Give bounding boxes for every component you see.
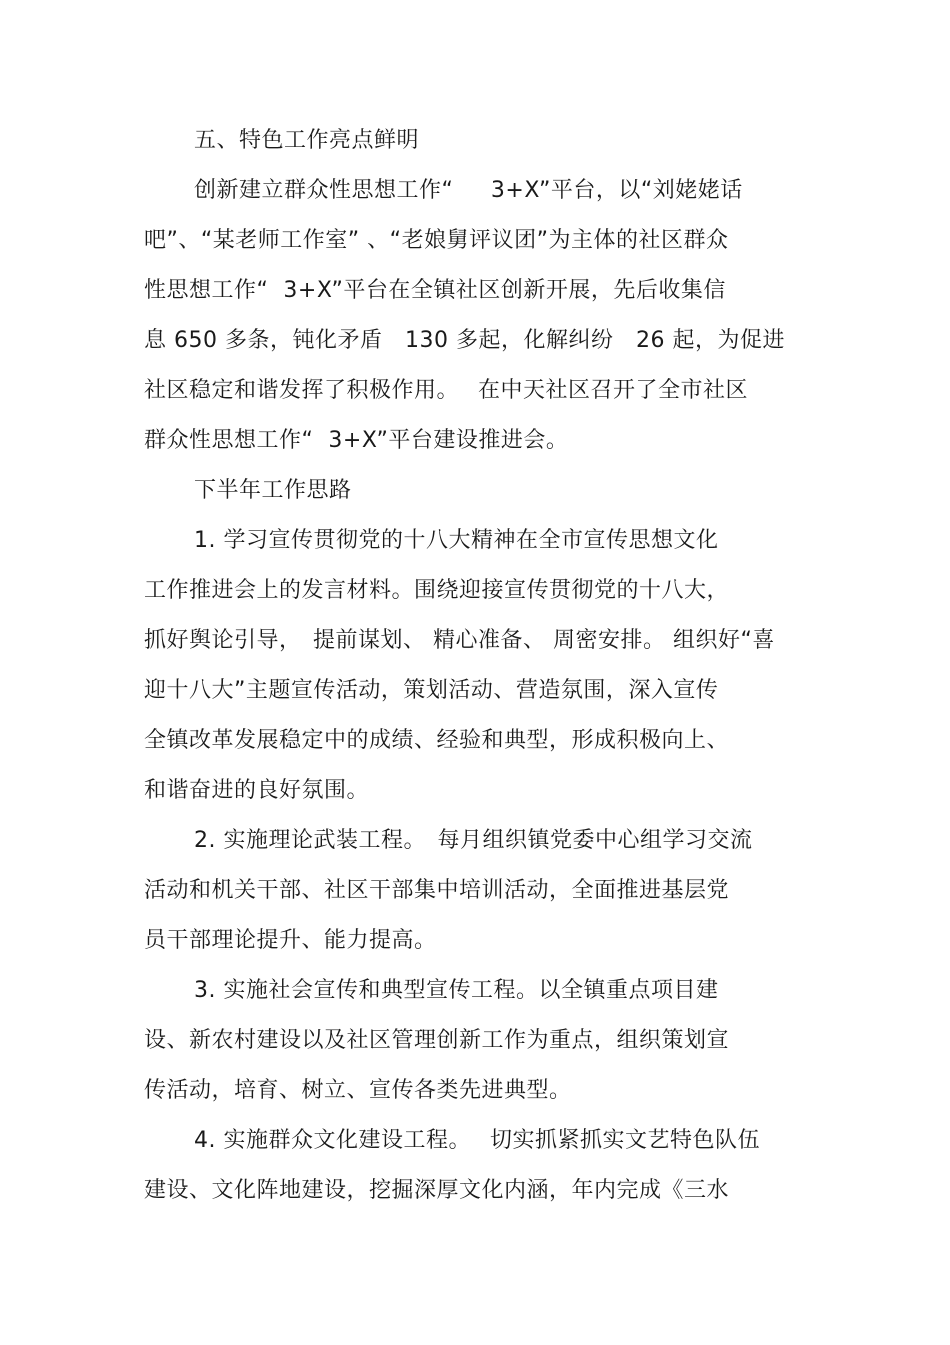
paragraph-line: 息 650 多条，钝化矛盾 130 多起，化解纠纷 26 起，为促进 (144, 328, 785, 353)
paragraph-line: 社区稳定和谐发挥了积极作用。 在中天社区召开了全市社区 (144, 378, 748, 403)
paragraph-line: 建设、文化阵地建设，挖掘深厚文化内涵，年内完成《三水 (144, 1178, 730, 1203)
paragraph-line: 全镇改革发展稳定中的成绩、经验和典型，形成积极向上、 (144, 728, 730, 753)
paragraph-line: 设、新农村建设以及社区管理创新工作为重点，组织策划宣 (144, 1028, 730, 1053)
paragraph-line: 员干部理论提升、能力提高。 (144, 928, 437, 953)
section-heading: 五、特色工作亮点鲜明 (194, 128, 420, 153)
paragraph-line: 活动和机关干部、社区干部集中培训活动，全面推进基层党 (144, 878, 730, 903)
paragraph-line: 2. 实施理论武装工程。 每月组织镇党委中心组学习交流 (194, 828, 753, 853)
section-heading: 下半年工作思路 (194, 478, 352, 503)
paragraph-line: 3. 实施社会宣传和典型宣传工程。以全镇重点项目建 (194, 978, 719, 1003)
paragraph-line: 和谐奋进的良好氛围。 (144, 778, 370, 803)
paragraph-line: 4. 实施群众文化建设工程。 切实抓紧抓实文艺特色队伍 (194, 1128, 760, 1153)
paragraph-line: 传活动，培育、树立、宣传各类先进典型。 (144, 1078, 572, 1103)
paragraph-line: 群众性思想工作“ 3+X”平台建设推进会。 (144, 428, 569, 453)
paragraph-line: 迎十八大”主题宣传活动，策划活动、营造氛围，深入宣传 (144, 678, 719, 703)
paragraph-line: 抓好舆论引导， 提前谋划、 精心准备、 周密安排。 组织好“喜 (144, 628, 775, 653)
paragraph-line: 创新建立群众性思想工作“ 3+X”平台，以“刘姥姥话 (194, 178, 743, 203)
paragraph-line: 吧”、“某老师工作室” 、“老娘舅评议团”为主体的社区群众 (144, 228, 729, 253)
paragraph-line: 性思想工作“ 3+X”平台在全镇社区创新开展，先后收集信 (144, 278, 726, 303)
paragraph-line: 1. 学习宣传贯彻党的十八大精神在全市宣传思想文化 (194, 528, 719, 553)
paragraph-line: 工作推进会上的发言材料。围绕迎接宣传贯彻党的十八大， (144, 578, 730, 603)
